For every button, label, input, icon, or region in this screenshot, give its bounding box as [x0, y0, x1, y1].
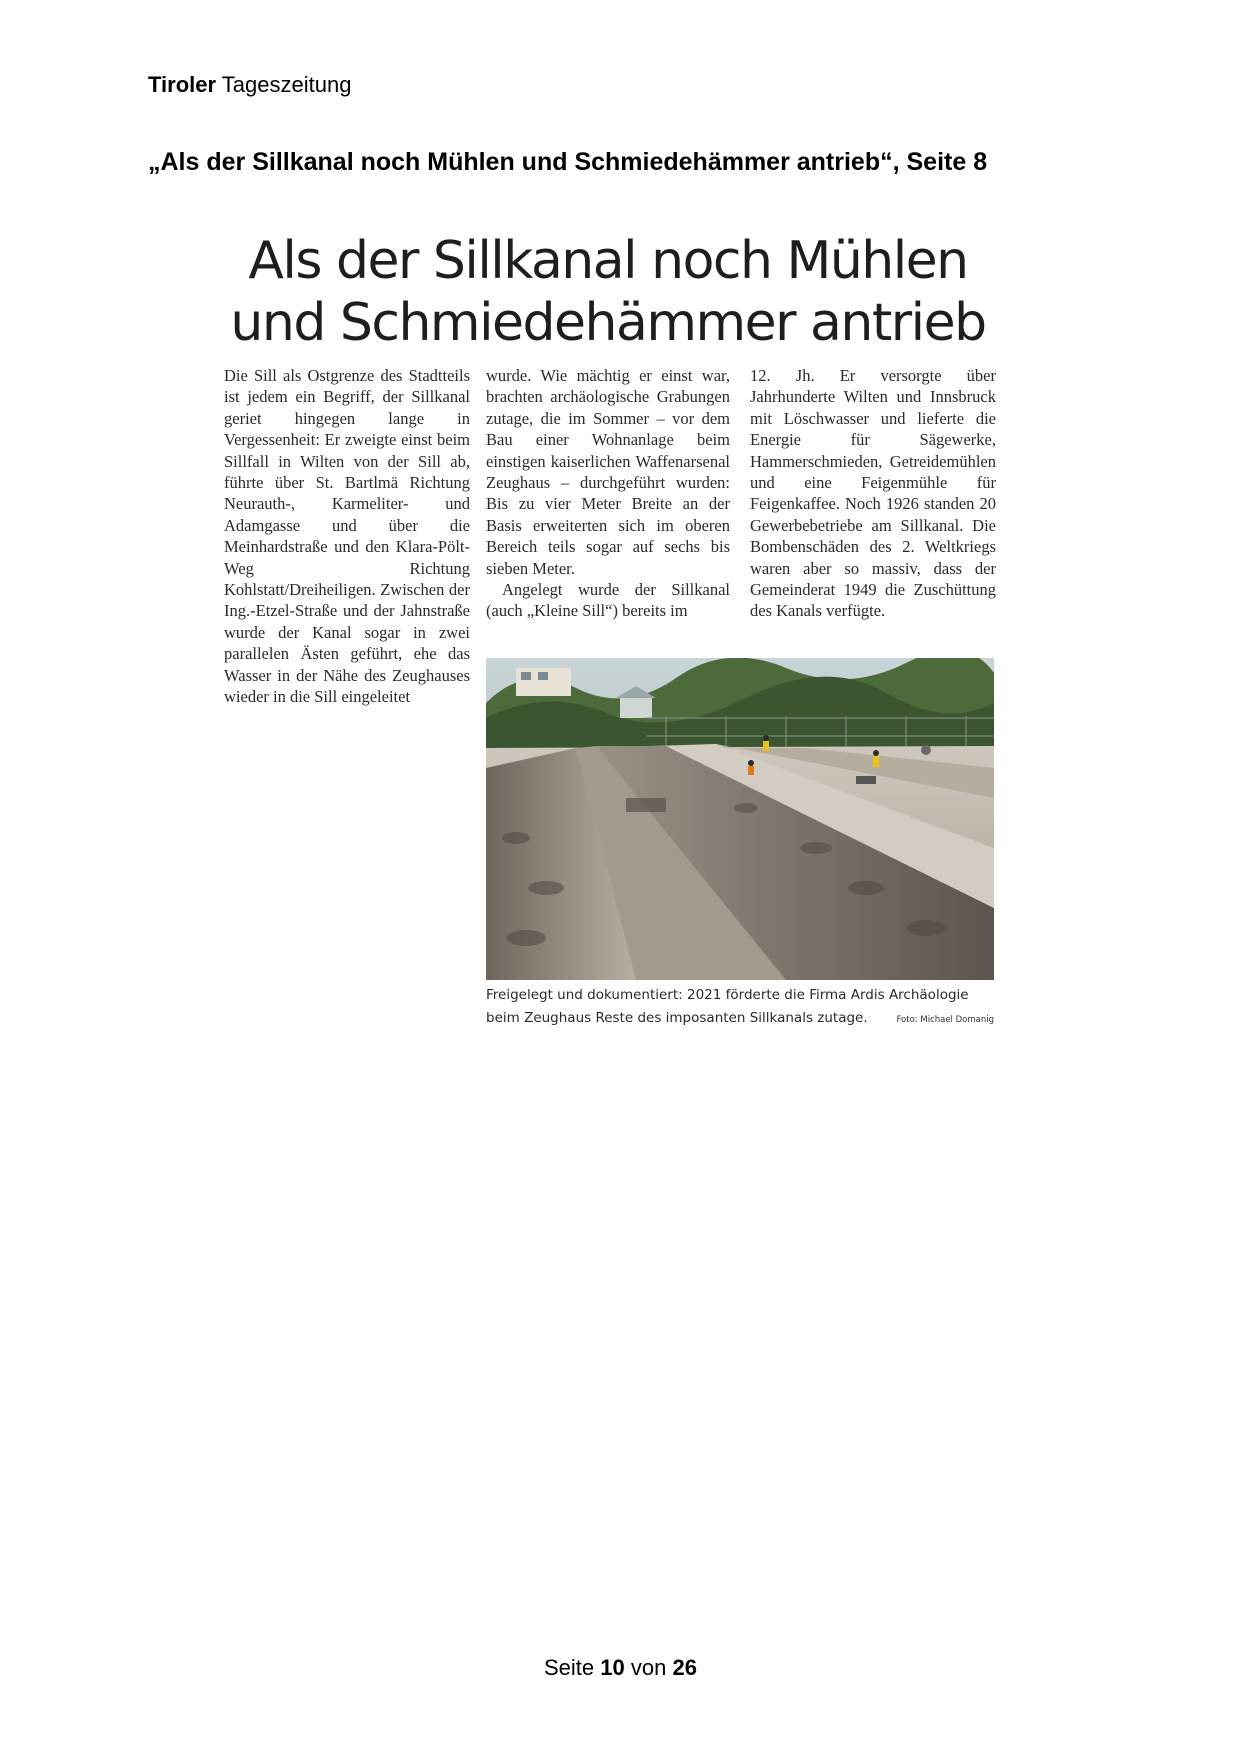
headline-line-2: und Schmiedehämmer antrieb [230, 293, 986, 353]
excavation-photo [486, 658, 994, 980]
column-2-paragraph-1: wurde. Wie mächtig er einst war, brachten archäologische Grabungen zutage, die im Sommer – vor dem Bau einer Wohnanlage beim einstigen kaiserlichen Waffenarsenal Zeughaus – durchgeführt wurden: Bis zu vier Meter Breite an der Basis erweiterten sich im oberen Bereich teils sogar auf sechs bis sieben Meter. [486, 366, 730, 578]
caption-text: Freigelegt und dokumentiert: 2021 förderte die Firma Ardis Archäologie beim Zeughaus Reste des imposanten Sillkanals zutage. [486, 987, 969, 1026]
article-headline [220, 230, 996, 354]
newspaper-name [148, 72, 351, 98]
article-column-2 [486, 365, 730, 622]
headline-line-1: Als der Sillkanal noch Mühlen [248, 231, 968, 291]
article-column-3 [750, 365, 996, 622]
page-total: 26 [672, 1655, 697, 1680]
photo-caption [486, 984, 994, 1032]
page-current: 10 [600, 1655, 625, 1680]
column-2-paragraph-2: Angelegt wurde der Sillkanal (auch „Kleine Sill“) bereits im [486, 580, 730, 621]
column-3-text: 12. Jh. Er versorgte über Jahrhunderte Wilten und Innsbruck mit Löschwasser und lieferte die Energie für Sägewerke, Hammerschmieden, Getreidemühlen und eine Feigenmühle für Feigenkaffee. Noch 1926 standen 20 Gewerbebetriebe am Sillkanal. Die Bombenschäden des 2. Weltkriegs waren aber so massiv, dass der Gemeinderat 1949 die Zuschüttung des Kanals verfügte. [750, 366, 996, 621]
page-of: von [630, 1655, 667, 1680]
page-word: Seite [544, 1655, 595, 1680]
newspaper-name-bold: Tiroler [148, 72, 217, 97]
newspaper-clipping [220, 230, 996, 1036]
column-1-text: Die Sill als Ostgrenze des Stadtteils ist jedem ein Begriff, der Sillkanal geriet hingegen lange in Vergessenheit: Er zweigte einst beim Sillfall in Wilten von der Sill ab, führte über St. Bartlmä Richtung Neurauth-, Karmeliter- und Adamgasse und über die Meinhardstraße und den Klara-Pölt-Weg Richtung Kohlstatt/Dreiheiligen. Zwischen der Ing.-Etzel-Straße und der Jahnstraße wurde der Kanal sogar in zwei parallelen Ästen geführt, ehe das Wasser in der Nähe des Zeughauses wieder in die Sill eingeleitet [224, 366, 470, 707]
photo-credit: Foto: Michael Domanig [896, 1015, 994, 1025]
page-number [0, 1655, 1241, 1681]
article-column-1 [224, 365, 470, 708]
newspaper-name-rest: Tageszeitung [221, 72, 352, 97]
article-reference-heading: „Als der Sillkanal noch Mühlen und Schmiedehämmer antrieb“, Seite 8 [148, 148, 988, 176]
